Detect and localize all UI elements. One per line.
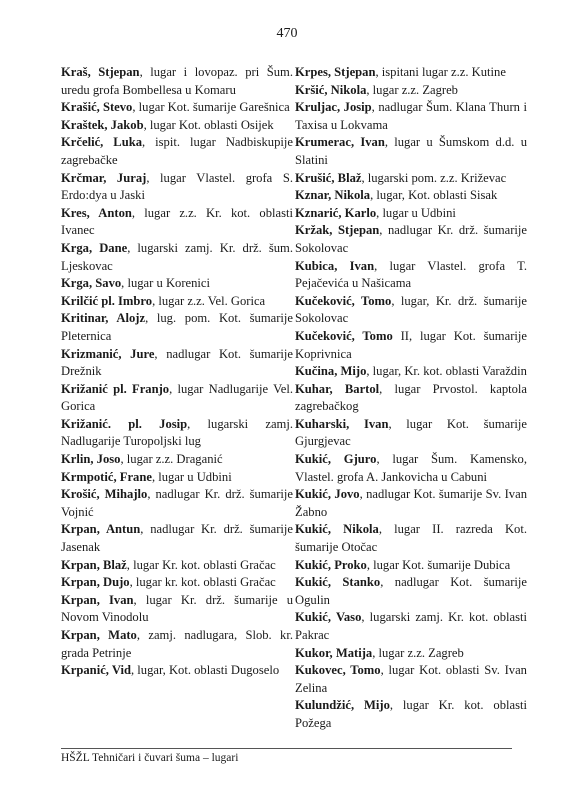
entry-text: , lugar z.z. Zagreb <box>372 645 464 660</box>
entry-name: Krpan, Ivan <box>61 592 134 607</box>
entry-text: , lugar Kot. šumarije Gjurgjevac <box>295 416 528 449</box>
list-item <box>61 627 293 662</box>
entry-name: Krpan, Dujo <box>61 575 130 590</box>
list-item <box>61 99 293 117</box>
entry-text: , lugar, Kr. drž. šumarije Sokolovac <box>295 293 527 326</box>
list-item <box>295 416 527 451</box>
entry-text: , nadlugar Kot. šumarije Sv. Ivan Žabno <box>295 487 527 519</box>
entry-name: Kznar, Nikola <box>295 188 371 203</box>
entry-name: Krpan, Blaž <box>61 557 127 572</box>
entry-text: , nadlugar Šum. Klana Thurn i Taxisa u Lokvama <box>295 100 527 132</box>
entry-text: , lugar Kr. kot. oblasti Gračac <box>126 557 276 572</box>
entry-text: , nadlugar Kot. šumarije Ogulin <box>295 575 527 607</box>
entry-name: Krošić, Mihajlo <box>61 487 148 502</box>
entry-name: Kukić, Stanko <box>295 575 381 590</box>
entry-text: , lugar Šum. Kamensko, Vlastel. grofa A. Jankovicha u Cabuni <box>295 452 527 484</box>
list-item <box>61 64 293 99</box>
entry-text: , lugar Kot. šumarije Dubica <box>366 557 511 572</box>
list-item <box>61 416 293 451</box>
entry-text: , lugar Kot. šumarije Garešnica <box>132 100 290 115</box>
entry-text: , lugar z.z. Kr. kot. oblasti Ivanec <box>61 205 293 238</box>
entry-text: , lugarski zamj. Kr. kot. oblasti Pakrac <box>295 610 527 642</box>
list-item <box>295 521 527 556</box>
entry-text: , lugar u Šumskom d.d. u Slatini <box>295 135 527 167</box>
entry-text: , lugarski zamj. Nadlugarije Turopoljski lug <box>61 416 293 449</box>
list-item <box>61 592 293 627</box>
entry-text: , lugar z.z. Zagreb <box>366 82 458 97</box>
entry-text: , zamj. nadlugara, Slob. kr. grada Petrinje <box>61 628 293 660</box>
list-item <box>61 275 293 293</box>
entry-name: Krilčić pl. Imbro <box>61 293 153 308</box>
entry-name: Krga, Dane <box>61 240 128 255</box>
entry-name: Križanić pl. Franjo <box>61 381 170 396</box>
list-item <box>295 64 527 82</box>
entry-name: Kubica, Ivan <box>295 258 375 273</box>
list-item <box>295 258 527 293</box>
entry-name: Kznarić, Karlo <box>295 205 377 220</box>
entry-name: Krčmar, Juraj <box>61 170 147 185</box>
entry-text: , lugar u Udbini <box>151 469 232 484</box>
list-item <box>61 662 293 680</box>
list-item <box>61 381 293 416</box>
entry-name: Kraštek, Jakob <box>61 117 144 132</box>
list-item <box>295 205 527 223</box>
list-item <box>295 170 527 188</box>
list-item <box>61 574 293 592</box>
list-item <box>295 328 527 363</box>
entry-text: , nadlugar Kr. drž. šumarije Jasenak <box>61 522 293 555</box>
right-column <box>295 64 527 733</box>
entry-name: Kučeković, Tomo <box>295 328 393 343</box>
entry-name: Kulundžić, Mijo <box>295 698 390 713</box>
entry-text: , lugar z.z. Vel. Gorica <box>152 293 266 308</box>
list-item <box>61 557 293 575</box>
entry-text: , lugar, Kot. oblasti Sisak <box>370 188 498 203</box>
entry-name: Krga, Savo <box>61 276 122 291</box>
entry-text: , lugarski pom. z.z. Križevac <box>361 170 507 185</box>
list-item <box>295 486 527 521</box>
list-item <box>61 469 293 487</box>
left-column <box>61 64 293 680</box>
list-item <box>61 170 293 205</box>
entry-text: , lugar z.z. Draganić <box>120 452 223 467</box>
list-item <box>61 521 293 556</box>
entry-name: Krizmanić, Jure <box>61 346 155 361</box>
entry-text: , lugar i lovopaz. pri Šum. uredu grofa Bombellesa u Komaru <box>61 65 294 97</box>
entry-text: , lugar Kot. oblasti Osijek <box>143 117 274 132</box>
entry-name: Kruljac, Josip <box>295 100 372 115</box>
list-item <box>295 697 527 732</box>
entry-text: , lugar Kr. drž. šumarije u Novom Vinodolu <box>61 592 293 625</box>
list-item <box>295 609 527 644</box>
entry-text: , lugar II. razreda Kot. šumarije Otočac <box>295 522 527 555</box>
entry-name: Krušić, Blaž <box>295 170 362 185</box>
entry-name: Kres, Anton <box>61 205 132 220</box>
footer-divider <box>61 748 512 749</box>
entry-name: Krpan, Antun <box>61 522 141 537</box>
list-item <box>61 486 293 521</box>
list-item <box>295 557 527 575</box>
entry-name: Kukić, Gjuro <box>295 452 377 467</box>
list-item <box>295 222 527 257</box>
list-item <box>295 293 527 328</box>
entry-name: Kuhar, Bartol <box>295 381 380 396</box>
list-item <box>295 187 527 205</box>
list-item <box>295 82 527 100</box>
entry-name: Kučina, Mijo <box>295 364 367 379</box>
list-item <box>61 293 293 311</box>
entry-text: , lugar Nadlugarije Vel. Gorica <box>61 381 294 414</box>
entry-text: II, lugar Kot. šumarije Koprivnica <box>295 328 527 361</box>
list-item <box>61 205 293 240</box>
list-item <box>295 381 527 416</box>
entry-text: , lugar u Udbini <box>376 205 456 220</box>
entry-name: Krmpotić, Frane <box>61 469 152 484</box>
entry-text: , ispit. lugar Nadbiskupije zagrebačke <box>61 135 293 167</box>
entry-name: Kukovec, Tomo <box>295 663 381 678</box>
entry-name: Kuharski, Ivan <box>295 416 389 431</box>
entry-name: Krčelić, Luka <box>61 135 142 150</box>
entry-name: Kukić, Jovo <box>295 487 360 502</box>
entry-name: Krpan, Mato <box>61 628 137 642</box>
list-item <box>295 134 527 169</box>
list-item <box>295 574 527 609</box>
list-item <box>61 346 293 381</box>
entry-name: Kržak, Stjepan <box>295 223 380 238</box>
entry-name: Krlin, Joso <box>61 452 121 467</box>
entry-name: Krpes, Stjepan <box>295 65 376 79</box>
list-item <box>295 363 527 381</box>
entry-text: , lugar, Kot. oblasti Dugoselo <box>130 663 280 678</box>
entry-text: , lugarski zamj. Kr. drž. šum. Ljeskovac <box>61 240 293 273</box>
list-item <box>295 451 527 486</box>
entry-name: Kukić, Nikola <box>295 522 379 537</box>
entry-text: , nadlugar Kr. drž. šumarije Sokolovac <box>295 223 528 255</box>
entry-name: Kršić, Nikola <box>295 82 367 97</box>
list-item <box>61 240 293 275</box>
entry-text: , lugar Vlastel. grofa S. Erdo:dya u Jaski <box>61 170 293 203</box>
page-number: 470 <box>276 26 298 41</box>
list-item <box>295 99 527 134</box>
entry-name: Kukić, Vaso <box>295 610 362 625</box>
entry-name: Kritinar, Alojz <box>61 311 146 326</box>
entry-text: , nadlugar Kot. šumarije Drežnik <box>61 346 294 379</box>
entry-text: , lugar Vlastel. grofa T. Pejačevića u Našicama <box>295 258 527 291</box>
entry-text: , lugar u Korenici <box>121 276 210 291</box>
entry-name: Krpanić, Vid <box>61 663 131 678</box>
entry-name: Krašić, Stevo <box>61 100 133 115</box>
list-item <box>61 134 293 169</box>
list-item <box>295 645 527 663</box>
entry-text: , ispitani lugar z.z. Kutine <box>375 65 506 79</box>
entry-name: Kukor, Matija <box>295 645 373 660</box>
entry-name: Kraš, Stjepan <box>61 65 140 79</box>
entry-name: Kučeković, Tomo <box>295 293 392 308</box>
entry-name: Križanić. pl. Josip <box>61 416 188 431</box>
entry-name: Kukić, Proko <box>295 557 367 572</box>
list-item <box>61 451 293 469</box>
list-item <box>61 117 293 135</box>
entry-text: , lugar, Kr. kot. oblasti Varaždin <box>366 364 527 379</box>
list-item <box>295 662 527 697</box>
entry-text: , nadlugar Kr. drž. šumarije Vojnić <box>61 487 293 519</box>
entry-name: Krumerac, Ivan <box>295 135 385 150</box>
entry-text: , lug. pom. Kot. šumarije Pleternica <box>61 311 293 343</box>
entry-text: , lugar Prvostol. kaptola zagrebačkog <box>295 381 527 414</box>
entry-text: , lugar kr. kot. oblasti Gračac <box>129 575 276 590</box>
running-footer: HŠŽL Tehničari i čuvari šuma – lugari <box>61 752 239 764</box>
entry-text: , lugar Kot. oblasti Sv. Ivan Zelina <box>295 663 527 695</box>
entry-text: , lugar Kr. kot. oblasti Požega <box>295 698 527 730</box>
list-item <box>61 310 293 345</box>
